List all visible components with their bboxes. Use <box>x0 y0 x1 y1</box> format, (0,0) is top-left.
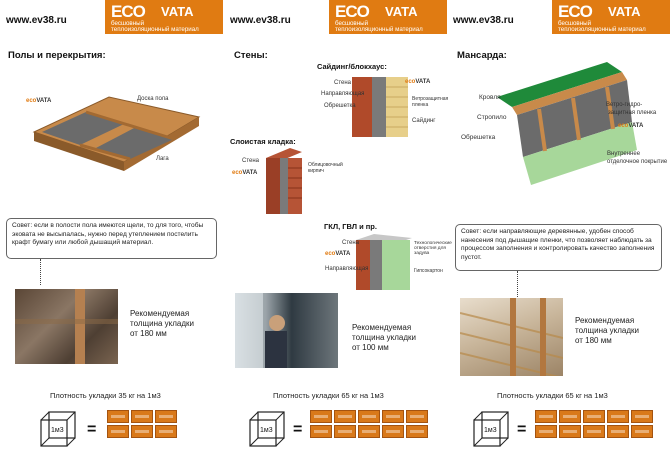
gkl-label-wall: Стена <box>342 240 360 246</box>
cube-label: 1м3 <box>484 427 497 434</box>
gkl-label-holes: Технологические отверстия для задува <box>414 241 452 256</box>
bag-icon <box>559 425 581 438</box>
bag-icon <box>535 410 557 423</box>
logo-eco: ECO <box>111 2 145 21</box>
bag-icon <box>107 410 129 423</box>
logo-eco: ECO <box>558 2 592 21</box>
masonry-label-wall: Стена <box>242 158 260 164</box>
cube-label: 1м3 <box>260 427 273 434</box>
gkl-label-guide: Направляющая <box>325 266 369 272</box>
site-url[interactable]: www.ev38.ru <box>230 15 291 26</box>
floor-insulation-photo <box>15 289 118 364</box>
masonry-label-brick: Облицовочный кирпич <box>308 162 343 174</box>
bag-icon <box>607 410 629 423</box>
bag-icon <box>607 425 629 438</box>
header-bar <box>447 0 670 34</box>
rec-line-2: толщина укладки <box>130 319 194 328</box>
section-title-attic: Мансарда: <box>457 50 507 61</box>
panel-walls <box>224 0 452 475</box>
bag-icon <box>559 410 581 423</box>
ecovata-logo <box>329 0 447 34</box>
attic-ecovata-label: ecoVATA <box>618 123 644 129</box>
logo-subtitle-2: теплоизоляционный материал <box>335 26 423 33</box>
logo-vata: VATA <box>161 4 194 19</box>
equals-sign: = <box>87 421 97 438</box>
logo-subtitle-1: бесшовный <box>558 20 592 27</box>
siding-label-lath: Обрешетка <box>324 103 356 109</box>
site-url[interactable]: www.ev38.ru <box>6 15 67 26</box>
floor-density: Плотность укладки 35 кг на 1м3 <box>50 391 161 400</box>
bag-icon <box>310 410 332 423</box>
tip-pointer <box>40 259 41 285</box>
floor-diagram <box>24 92 214 172</box>
bag-stack <box>535 410 653 438</box>
logo-vata: VATA <box>385 4 418 19</box>
floor-tip: Совет: если в полости пола имеются щели, то для того, чтобы эковата не высыпалась, нужно перед утеплением постелить крафт бумагу или любой дышащий материал. <box>6 218 217 259</box>
bag-icon <box>131 425 153 438</box>
logo-subtitle-2: теплоизоляционный материал <box>111 26 199 33</box>
gkl-ecovata-label: ecoVATA <box>325 251 351 257</box>
ecovata-logo <box>552 0 670 34</box>
attic-label-lath: Обрешетка <box>461 134 496 141</box>
siding-label-wall: Стена <box>334 80 352 86</box>
attic-insulation-photo <box>460 298 563 376</box>
cube-label: 1м3 <box>51 427 64 434</box>
gkl-diagram <box>354 232 414 292</box>
equals-sign: = <box>293 421 303 438</box>
header-bar <box>224 0 447 34</box>
site-url[interactable]: www.ev38.ru <box>453 15 514 26</box>
wall-recommended <box>352 323 416 353</box>
wall-density: Плотность укладки 65 кг на 1м3 <box>273 391 384 400</box>
attic-tip: Совет: если направляющие деревянные, удобен способ нанесения под дышащие пленки, что позволяет наблюдать за процессом заполнения и контролировать качество заполнения пустот. <box>455 224 662 271</box>
equals-sign: = <box>517 421 527 438</box>
bag-icon <box>583 410 605 423</box>
logo-eco: ECO <box>335 2 369 21</box>
gkl-title: ГКЛ, ГВЛ и пр. <box>324 222 377 231</box>
bag-icon <box>334 425 356 438</box>
rec-line-1: Рекомендуемая <box>352 323 412 332</box>
panel-attic <box>447 0 670 475</box>
masonry-ecovata-label: ecoVATA <box>232 170 258 176</box>
bag-icon <box>310 425 332 438</box>
floor-recommended <box>130 309 194 339</box>
logo-vata: VATA <box>608 4 641 19</box>
bag-icon <box>107 425 129 438</box>
siding-title: Сайдинг/блокхаус: <box>317 62 387 71</box>
attic-label-wind-2: защитная пленка <box>608 110 657 116</box>
rec-line-3: от 180 мм <box>575 336 612 345</box>
ecovata-logo <box>105 0 223 34</box>
bag-icon <box>406 425 428 438</box>
attic-label-rafter: Стропило <box>477 114 507 121</box>
siding-ecovata-label: ecoVATA <box>405 79 431 85</box>
attic-label-inner-2: отделочное покрытие <box>607 159 668 165</box>
masonry-title: Слоистая кладка: <box>230 137 296 146</box>
floor-ecovata-label: ecoVATA <box>26 98 52 104</box>
bag-icon <box>382 410 404 423</box>
bag-icon <box>535 425 557 438</box>
label-joist: Лага <box>156 156 169 162</box>
attic-label-wind-1: Ветро-гидро- <box>606 102 643 108</box>
siding-diagram <box>352 72 412 137</box>
bag-icon <box>583 425 605 438</box>
panel-floors <box>0 0 223 475</box>
siding-label-film: Ветрозащитная пленка <box>412 96 449 108</box>
bag-stack <box>310 410 428 438</box>
bag-icon <box>358 425 380 438</box>
rec-line-1: Рекомендуемая <box>130 309 190 318</box>
rec-line-3: от 180 мм <box>130 329 167 338</box>
bag-icon <box>631 410 653 423</box>
label-floor-board: Доска пола <box>137 96 169 102</box>
attic-label-roof: Кровля <box>479 94 501 101</box>
logo-subtitle-1: бесшовный <box>111 20 145 27</box>
attic-recommended <box>575 316 639 346</box>
bag-icon <box>334 410 356 423</box>
siding-label-guide: Направляющая <box>321 91 365 97</box>
wall-insulation-photo <box>235 293 338 368</box>
bag-icon <box>631 425 653 438</box>
logo-subtitle-1: бесшовный <box>335 20 369 27</box>
gkl-label-drywall: Гипсокартон <box>414 268 443 274</box>
bag-icon <box>131 410 153 423</box>
tip-pointer <box>517 271 518 299</box>
rec-line-1: Рекомендуемая <box>575 316 635 325</box>
attic-density: Плотность укладки 65 кг на 1м3 <box>497 391 608 400</box>
section-title-walls: Стены: <box>234 50 268 61</box>
bag-icon <box>382 425 404 438</box>
attic-label-inner-1: Внутреннее <box>607 151 641 157</box>
bag-icon <box>155 425 177 438</box>
bag-icon <box>358 410 380 423</box>
siding-label-siding: Сайдинг <box>412 118 436 124</box>
rec-line-2: толщина укладки <box>352 333 416 342</box>
rec-line-2: толщина укладки <box>575 326 639 335</box>
section-title-floors: Полы и перекрытия: <box>8 50 106 61</box>
masonry-diagram <box>262 148 306 216</box>
bag-icon <box>155 410 177 423</box>
rec-line-3: от 100 мм <box>352 343 389 352</box>
logo-subtitle-2: теплоизоляционный материал <box>558 26 646 33</box>
bag-stack <box>107 410 177 438</box>
header-bar <box>0 0 223 34</box>
bag-icon <box>406 410 428 423</box>
